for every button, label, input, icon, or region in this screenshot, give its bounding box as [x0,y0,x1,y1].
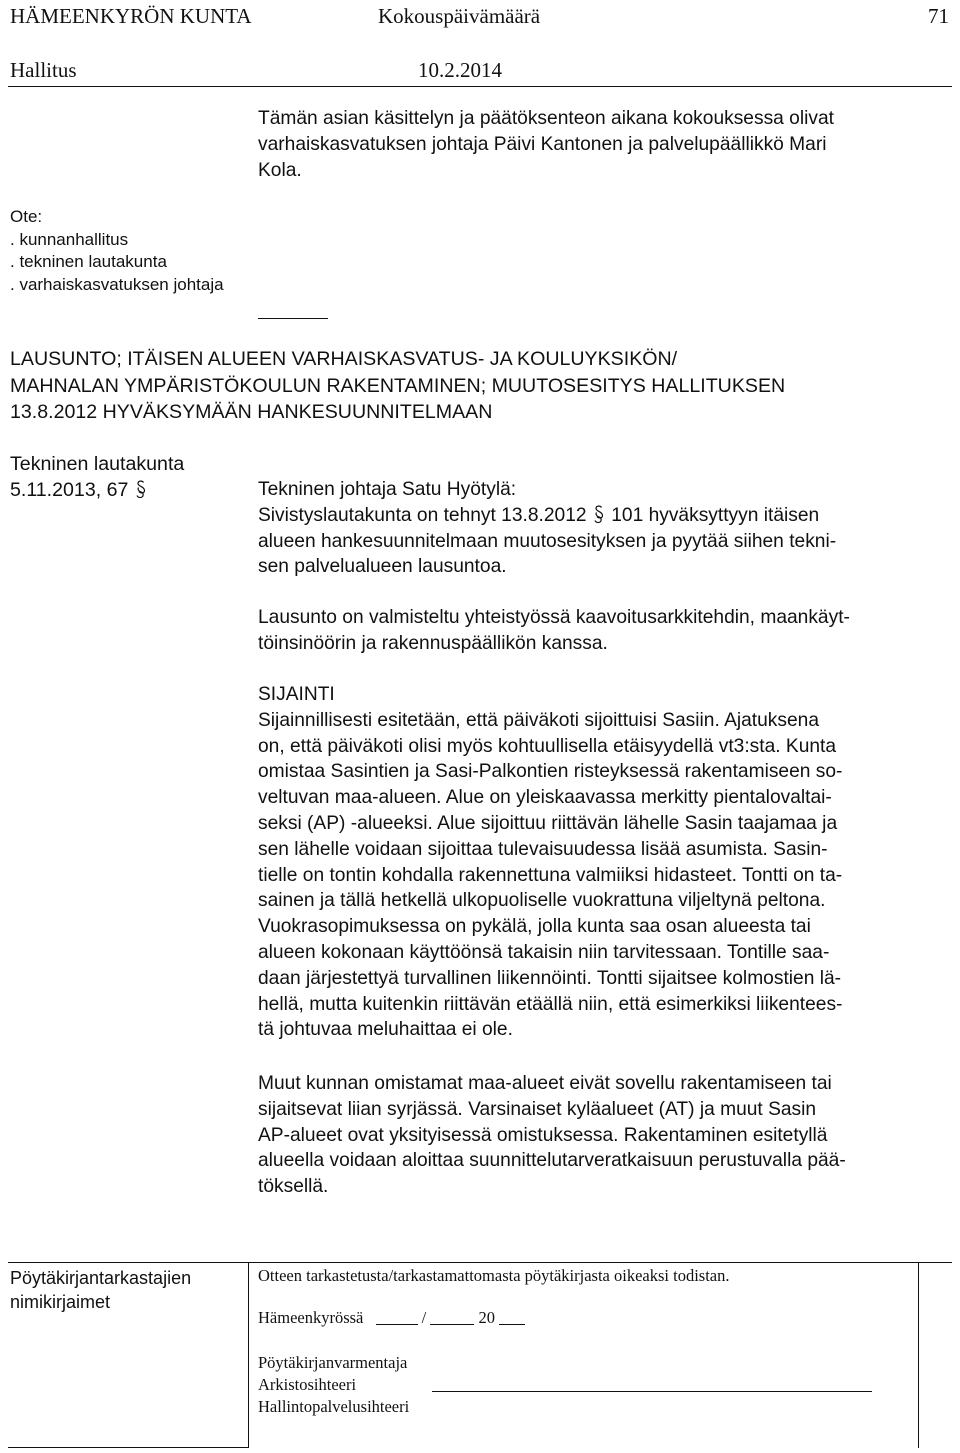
paragraph-line: on, että päiväkoti olisi myös kohtuullisella etäisyydellä vt3:sta. Kunta [258,735,837,757]
paragraph-line: Muut kunnan omistamat maa-alueet eivät sovellu rakentamiseen tai [258,1073,832,1094]
decision-ref [10,477,148,503]
footer-year: 20 [478,1308,495,1327]
section-sign-icon [134,479,148,499]
footer-divider [248,1262,249,1448]
paragraph-line: AP-alueet ovat yksityisessä omistuksessa. Rakentaminen esitetyllä [258,1124,828,1146]
footer-right-border [918,1262,919,1448]
decision-paragraph-4 [258,1071,948,1200]
distribution-label: Ote: [10,207,43,226]
footer-initials-line: Pöytäkirjantarkastajien [10,1268,192,1288]
year-blank [499,1324,525,1325]
paragraph-line: alueen kokonaan käyttöönsä takaisin niin tarvitessaan. Tontille saa- [258,941,830,963]
municipality-name: HÄMEENKYRÖN KUNTA [10,4,252,28]
footer-verifier: Pöytäkirjanvarmentaja [258,1353,408,1372]
organ-name: Hallitus [10,58,77,82]
page-number: 71 [928,4,949,28]
decision-paragraph-2 [258,605,948,657]
paragraph-line: sen lähelle voidaan sijoittaa tulevaisuudessa lisää asumista. Sasin- [258,838,828,860]
footer-initials-line: nimikirjaimet [10,1292,111,1312]
paragraph-line: töksellä. [258,1176,329,1198]
header-rule [8,86,952,87]
title-line: MAHNALAN YMPÄRISTÖKOULUN RAKENTAMINEN; MUUTOSESITYS HALLITUKSEN [10,374,786,397]
decision-heading: Tekninen johtaja Satu Hyötylä: [258,479,517,500]
signature-line [432,1391,872,1392]
paragraph-line: omistaa Sasintien ja Sasi-Palkontien risteyksessä rakentamiseen so- [258,761,843,783]
footer-initials-label [10,1266,191,1314]
distribution-list [10,206,224,296]
decision-p1-end: 101 hyväksyttyyn itäisen [611,504,820,526]
paragraph-line: sijaitsevat liian syrjässä. Varsinaiset kyläalueet (AT) ja muut Sasin [258,1098,817,1120]
footer-slash: / [421,1308,427,1327]
decision-body: Tekninen lautakunta [10,453,185,475]
paragraph-line: sen palvelualueen lausuntoa. [258,556,507,578]
intro-line: varhaiskasvatuksen johtaja Päivi Kantonen ja palvelupäällikkö Mari [258,133,827,155]
paragraph-line: seksi (AP) -alueeksi. Alue sijoittuu riittävän lähelle Sasin taajamaa ja [258,812,838,834]
title-line: 13.8.2012 HYVÄKSYMÄÄN HANKESUUNNITELMAAN [10,401,493,423]
decision-text [258,477,948,580]
intro-line: Kola. [258,159,302,181]
paragraph-line: Vuokrasopimuksessa on pykälä, jolla kunta saa osan alueesta tai [258,916,811,938]
paragraph-line: sainen ja tällä hetkellä ulkopuoliselle vuokrattuna viljeltynä peltona. [258,890,826,912]
paragraph-line: alueella voidaan aloittaa suunnittelutarveratkaisuun perustuvalla pää- [258,1150,846,1172]
footer-archivist: Arkistosihteeri [258,1375,357,1394]
distribution-item: . varhaiskasvatuksen johtaja [10,274,224,294]
paragraph-line: veltuvan maa-alueen. Alue on yleiskaavassa merkitty pientalovaltai- [258,787,832,809]
day-blank [376,1324,418,1325]
title-line: LAUSUNTO; ITÄISEN ALUEEN VARHAISKASVATUS- JA KOULUYKSIKÖN/ [10,348,678,370]
paragraph-line: Lausunto on valmisteltu yhteistyössä kaavoitusarkkitehdin, maankäyt- [258,607,850,628]
paragraph-line: Sijainnillisesti esitetään, että päiväkoti sijoittuisi Sasiin. Ajatuksena [258,709,819,731]
distribution-item: . kunnanhallitus [10,229,129,249]
separator-short [258,318,328,319]
decision-paragraph-3 [258,682,948,1043]
intro-paragraph [258,106,948,183]
footer-top-rule [8,1262,952,1263]
paragraph-line: alueen hankesuunnitelmaan muutosesityksen ja pyytää siihen tekni- [258,530,837,552]
section-heading: SIJAINTI [258,684,335,705]
document-type: Kokouspäivämäärä [378,4,541,28]
footer-bottom-rule [8,1447,248,1448]
footer-certification: Otteen tarkastetusta/tarkastamattomasta pöytäkirjasta oikeaksi todistan. [258,1266,730,1285]
paragraph-line: tielle on tontin kohdalla rakennettuna valmiiksi hidasteet. Tontti on ta- [258,864,843,886]
paragraph-line: töinsinöörin ja rakennuspäällikön kanssa. [258,632,608,654]
footer-place: Hämeenkyrössä [258,1308,364,1327]
matter-title [10,346,785,426]
paragraph-line: tä johtuvaa meluhaittaa ei ole. [258,1019,513,1041]
paragraph-line [258,503,948,529]
paragraph-line: hellä, mutta kuitenkin riittävän etäällä niin, että esimerkiksi liikentees- [258,993,843,1015]
section-sign-icon [592,504,606,524]
distribution-item: . tekninen lautakunta [10,252,167,271]
decision-p1-start: Sivistyslautakunta on tehnyt 13.8.2012 [258,504,587,526]
footer-admin-secretary: Hallintopalvelusihteeri [258,1397,410,1416]
decision-ref-text: 5.11.2013, 67 [10,479,129,501]
intro-line: Tämän asian käsittelyn ja päätöksenteon aikana kokouksessa olivat [258,108,834,129]
paragraph-line: daan järjestettyä turvallinen liikennöinti. Tontti sijaitsee kolmostien lä- [258,967,842,989]
footer-place-line [258,1308,525,1328]
footer-signatories [258,1352,409,1418]
meeting-date: 10.2.2014 [418,58,502,82]
month-blank [430,1324,474,1325]
